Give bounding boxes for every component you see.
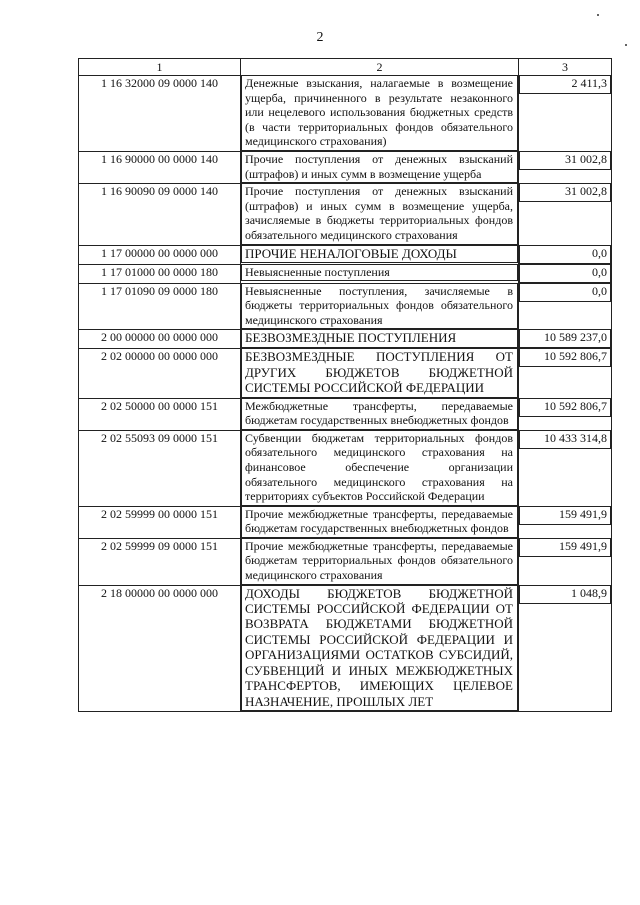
budget-classification-code: 2 00 00000 00 0000 000 xyxy=(79,330,241,349)
amount-value: 159 491,9 xyxy=(519,539,611,557)
revenue-name-cell xyxy=(241,184,519,245)
table-row xyxy=(79,538,612,585)
revenue-name: Межбюджетные трансферты, передаваемые бюджетам государственных внебюджетных фондов xyxy=(241,399,518,430)
amount-cell xyxy=(519,349,612,398)
table-row xyxy=(79,430,612,506)
amount-cell xyxy=(519,430,612,506)
budget-classification-code: 2 02 50000 00 0000 151 xyxy=(79,398,241,430)
table-row xyxy=(79,184,612,245)
budget-classification-code: 2 02 00000 00 0000 000 xyxy=(79,349,241,398)
amount-value: 10 592 806,7 xyxy=(519,399,611,417)
column-header-name: 2 xyxy=(241,59,519,76)
revenue-name: Невыясненные поступления xyxy=(241,265,518,282)
revenue-table xyxy=(78,58,612,712)
amount-value: 10 433 314,8 xyxy=(519,431,611,449)
budget-classification-code: 2 18 00000 00 0000 000 xyxy=(79,585,241,711)
revenue-name-cell xyxy=(241,330,519,349)
scan-speck xyxy=(625,44,627,46)
budget-classification-code: 1 17 01000 00 0000 180 xyxy=(79,264,241,283)
revenue-name-cell xyxy=(241,245,519,264)
table-row xyxy=(79,245,612,264)
table-row xyxy=(79,76,612,152)
amount-cell xyxy=(519,283,612,330)
amount-value: 31 002,8 xyxy=(519,184,611,202)
budget-classification-code: 1 17 01090 09 0000 180 xyxy=(79,283,241,330)
revenue-name-cell xyxy=(241,151,519,183)
budget-classification-code: 2 02 59999 09 0000 151 xyxy=(79,538,241,585)
amount-value: 159 491,9 xyxy=(519,507,611,525)
budget-classification-code: 1 16 32000 09 0000 140 xyxy=(79,76,241,152)
table-row xyxy=(79,349,612,398)
amount-value: 10 589 237,0 xyxy=(519,330,611,348)
amount-value: 1 048,9 xyxy=(519,586,611,604)
amount-value: 31 002,8 xyxy=(519,152,611,170)
table-header-row xyxy=(79,59,612,76)
amount-cell xyxy=(519,245,612,264)
revenue-name: ПРОЧИЕ НЕНАЛОГОВЫЕ ДОХОДЫ xyxy=(241,246,518,263)
revenue-name: БЕЗВОЗМЕЗДНЫЕ ПОСТУПЛЕНИЯ ОТ ДРУГИХ БЮДЖЕТОВ БЮДЖЕТНОЙ СИСТЕМЫ РОССИЙСКОЙ ФЕДЕРАЦИИ xyxy=(241,349,518,397)
table-row xyxy=(79,585,612,711)
scan-speck xyxy=(597,14,599,16)
amount-cell xyxy=(519,398,612,430)
revenue-name: Денежные взыскания, налагаемые в возмещение ущерба, причиненного в результате незаконного или нецелевого использования бюджетных средств (в части территориальных фондов обязательного медицинского страхования) xyxy=(241,76,518,151)
amount-cell xyxy=(519,151,612,183)
amount-value: 0,0 xyxy=(519,246,611,264)
revenue-name: БЕЗВОЗМЕЗДНЫЕ ПОСТУПЛЕНИЯ xyxy=(241,330,518,347)
revenue-name-cell xyxy=(241,538,519,585)
amount-value: 0,0 xyxy=(519,284,611,302)
revenue-name-cell xyxy=(241,264,519,283)
revenue-name: Невыясненные поступления, зачисляемые в бюджеты территориальных фондов обязательного медицинского страхования xyxy=(241,284,518,330)
revenue-name: Субвенции бюджетам территориальных фондов обязательного медицинского страхования на финансовое обеспечение организации обязательного медицинского страхования на территориях субъектов Российской Федерации xyxy=(241,431,518,506)
amount-value: 0,0 xyxy=(519,265,611,283)
table-row xyxy=(79,264,612,283)
revenue-name: Прочие межбюджетные трансферты, передаваемые бюджетам государственных внебюджетных фондов xyxy=(241,507,518,538)
table-row xyxy=(79,330,612,349)
amount-value: 2 411,3 xyxy=(519,76,611,94)
column-header-amount: 3 xyxy=(519,59,612,76)
amount-cell xyxy=(519,506,612,538)
budget-classification-code: 1 16 90000 00 0000 140 xyxy=(79,151,241,183)
revenue-name-cell xyxy=(241,76,519,152)
amount-cell xyxy=(519,585,612,711)
revenue-name-cell xyxy=(241,398,519,430)
amount-cell xyxy=(519,184,612,245)
table-row xyxy=(79,151,612,183)
revenue-name-cell xyxy=(241,585,519,711)
revenue-name-cell xyxy=(241,283,519,330)
amount-cell xyxy=(519,330,612,349)
revenue-name: Прочие межбюджетные трансферты, передаваемые бюджетам территориальных фондов обязательного медицинского страхования xyxy=(241,539,518,585)
column-header-code: 1 xyxy=(79,59,241,76)
budget-classification-code: 2 02 59999 00 0000 151 xyxy=(79,506,241,538)
amount-cell xyxy=(519,264,612,283)
budget-classification-code: 2 02 55093 09 0000 151 xyxy=(79,430,241,506)
revenue-name-cell xyxy=(241,506,519,538)
amount-cell xyxy=(519,76,612,152)
table-row xyxy=(79,506,612,538)
budget-classification-code: 1 16 90090 09 0000 140 xyxy=(79,184,241,245)
revenue-name: ДОХОДЫ БЮДЖЕТОВ БЮДЖЕТНОЙ СИСТЕМЫ РОССИЙСКОЙ ФЕДЕРАЦИИ ОТ ВОЗВРАТА БЮДЖЕТАМИ БЮДЖЕТНОЙ СИСТЕМЫ РОССИЙСКОЙ ФЕДЕРАЦИИ И ОРГАНИЗАЦИЯМИ ОСТАТКОВ СУБСИДИЙ, СУБВЕНЦИЙ И ИНЫХ МЕЖБЮДЖЕТНЫХ ТРАНСФЕРТОВ, ИМЕЮЩИХ ЦЕЛЕВОЕ НАЗНАЧЕНИЕ, ПРОШЛЫХ ЛЕТ xyxy=(241,586,518,711)
page-number: 2 xyxy=(316,30,324,45)
revenue-name-cell xyxy=(241,430,519,506)
table-row xyxy=(79,398,612,430)
amount-cell xyxy=(519,538,612,585)
budget-classification-code: 1 17 00000 00 0000 000 xyxy=(79,245,241,264)
revenue-name: Прочие поступления от денежных взысканий (штрафов) и иных сумм в возмещение ущерба, зачисляемые в бюджеты территориальных фондов обязательного медицинского страхования xyxy=(241,184,518,244)
amount-value: 10 592 806,7 xyxy=(519,349,611,367)
revenue-name: Прочие поступления от денежных взысканий (штрафов) и иных сумм в возмещение ущерба xyxy=(241,152,518,183)
table-row xyxy=(79,283,612,330)
revenue-name-cell xyxy=(241,349,519,398)
